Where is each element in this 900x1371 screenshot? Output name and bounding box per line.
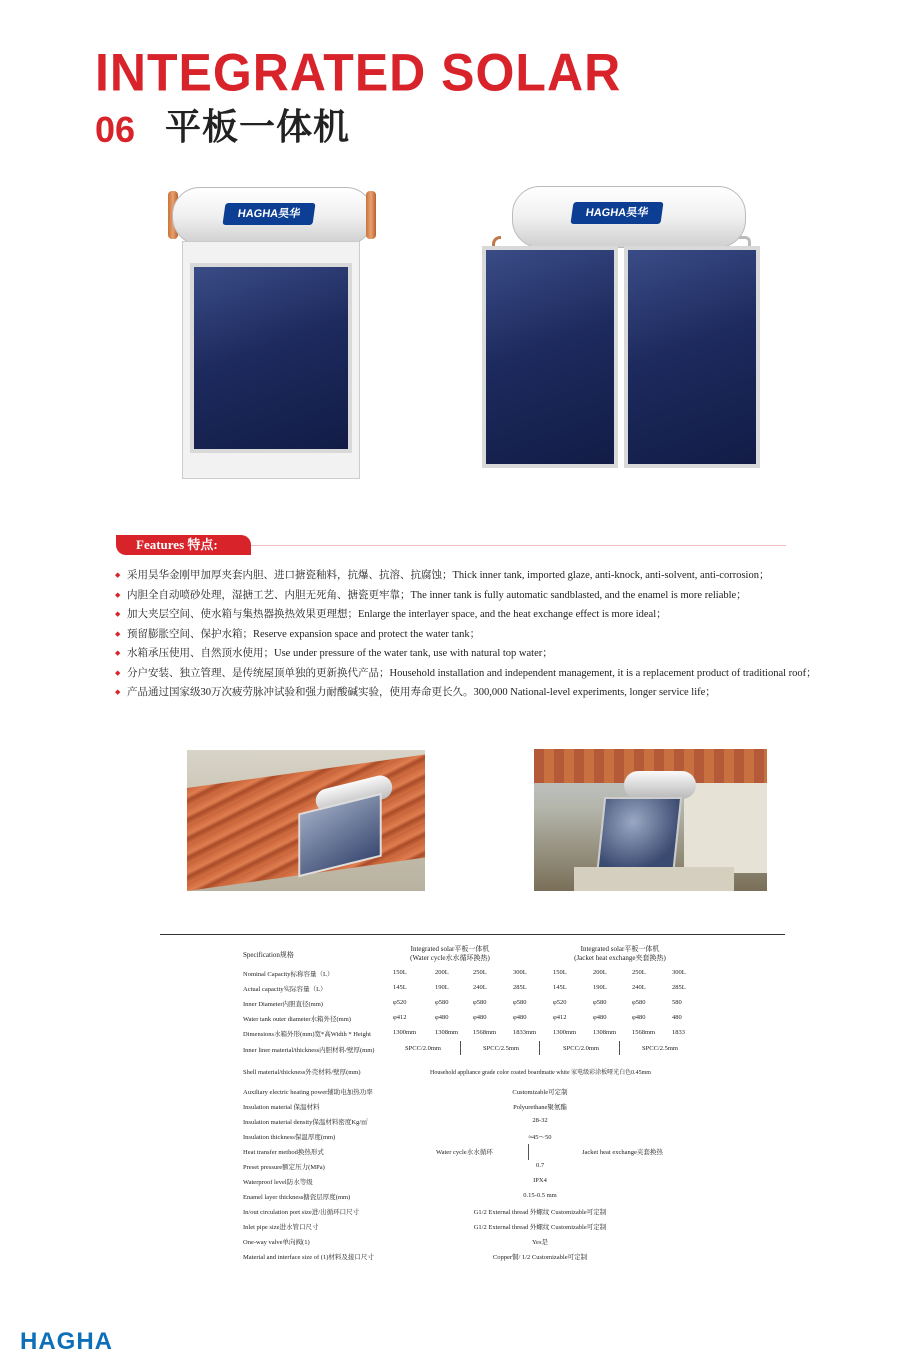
spec-value: SPCC/2.0mm bbox=[563, 1045, 599, 1052]
brand-plate: HAGHA昊华 bbox=[222, 203, 315, 225]
heater-panel bbox=[596, 797, 682, 877]
spec-value: ≈45～50 bbox=[528, 1134, 552, 1141]
spec-value: G1/2 External thread 外螺纹 Customizable可定制 bbox=[473, 1209, 607, 1216]
spec-row bbox=[160, 1192, 785, 1204]
spec-value: 250L bbox=[632, 969, 646, 976]
spec-label: In/out circulation port size进/出循环口尺寸 bbox=[243, 1209, 360, 1216]
tank-end-cap-right bbox=[366, 191, 376, 239]
spec-row bbox=[160, 1132, 785, 1144]
spec-value: φ480 bbox=[593, 1014, 607, 1021]
spec-group-2 bbox=[550, 945, 690, 963]
spec-label: Heat transfer method换热形式 bbox=[243, 1149, 324, 1156]
spec-label: Dimensions水箱外形(mm)宽*高Width * Height bbox=[243, 1031, 371, 1038]
spec-value: Yes是 bbox=[532, 1239, 548, 1246]
spec-value: Jacket heat exchange夹套换热 bbox=[582, 1149, 663, 1156]
spec-row-shell bbox=[160, 1067, 785, 1079]
feature-item: ◆ 产品通过国家级30万次疲劳脉冲试验和强力耐酸碱实验，使用寿命更长久。300,000 National-level experiments, longer service life； bbox=[115, 683, 795, 703]
spec-label: Material and interface size of (1)材料及接口尺寸 bbox=[243, 1254, 374, 1261]
spec-value: 1568mm bbox=[632, 1029, 656, 1036]
spec-row bbox=[160, 1102, 785, 1114]
spec-divider bbox=[539, 1041, 540, 1055]
spec-value: Copper铜/ 1/2 Customizable可定制 bbox=[492, 1254, 588, 1261]
spec-value: SPCC/2.5mm bbox=[642, 1045, 678, 1052]
spec-value: 1300mm bbox=[553, 1029, 577, 1036]
spec-table bbox=[160, 934, 785, 1271]
spec-label: Waterproof level防水等级 bbox=[243, 1179, 313, 1186]
spec-group-2-title: Integrated solar平板一体机 bbox=[580, 945, 660, 953]
spec-value: IPX4 bbox=[533, 1177, 547, 1184]
spec-value: 580 bbox=[672, 999, 682, 1006]
spec-divider bbox=[460, 1041, 461, 1055]
spec-value: 480 bbox=[672, 1014, 682, 1021]
spec-value: φ480 bbox=[473, 1014, 487, 1021]
spec-label: Inner Diameter内胆直径(mm) bbox=[243, 1001, 323, 1008]
spec-value: 200L bbox=[593, 969, 607, 976]
spec-label: Insulation material 保温材料 bbox=[243, 1104, 320, 1111]
spec-value: 1833 bbox=[672, 1029, 685, 1036]
spec-label: Enamel layer thickness搪瓷层厚度(mm) bbox=[243, 1194, 351, 1201]
spec-value: φ480 bbox=[435, 1014, 449, 1021]
spec-value: 1833mm bbox=[513, 1029, 537, 1036]
spec-row bbox=[160, 1014, 785, 1026]
spec-row-liner bbox=[160, 1045, 785, 1057]
spec-row bbox=[160, 1117, 785, 1129]
spec-label: Inlet pipe size进水管口尺寸 bbox=[243, 1224, 319, 1231]
brand-logo: HAGHA bbox=[20, 1328, 113, 1355]
spec-row bbox=[160, 1029, 785, 1041]
spec-row bbox=[160, 1252, 785, 1264]
spec-label: Water tank outer diameter水箱外径(mm) bbox=[243, 1016, 351, 1023]
solar-panel-right bbox=[624, 246, 760, 468]
spec-row bbox=[160, 1222, 785, 1234]
spec-label: Actual capacity实际容量（L） bbox=[243, 986, 327, 993]
spec-value: φ580 bbox=[632, 999, 646, 1006]
spec-row bbox=[160, 999, 785, 1011]
spec-row bbox=[160, 1087, 785, 1099]
feature-item: ◆ 分户安装、独立管理、是传统屋顶单独的更新换代产品；Household installation and independent management, it is a replacement product of traditional roof； bbox=[115, 664, 795, 684]
spec-label: Insulation thickness保温厚度(mm) bbox=[243, 1134, 336, 1141]
product-image-single-panel bbox=[168, 183, 378, 483]
spec-value: φ580 bbox=[473, 999, 487, 1006]
section-title-cn: 平板一体机 bbox=[165, 107, 351, 148]
installation-photo-roof bbox=[187, 750, 425, 891]
spec-divider bbox=[528, 1144, 529, 1160]
spec-value: 1308mm bbox=[435, 1029, 459, 1036]
spec-value: 240L bbox=[473, 984, 487, 991]
spec-value: 0.7 bbox=[535, 1162, 545, 1169]
spec-value: 28-32 bbox=[532, 1117, 548, 1124]
solar-panel bbox=[190, 263, 352, 453]
spec-value: Polyurethane聚氨酯 bbox=[513, 1104, 567, 1111]
spec-row bbox=[160, 1237, 785, 1249]
spec-value: 1568mm bbox=[473, 1029, 497, 1036]
spec-value: 0.15-0.5 mm bbox=[523, 1192, 557, 1199]
spec-header-label: Specification规格 bbox=[243, 951, 294, 959]
feature-item: ◆ 加大夹层空间、使水箱与集热器换热效果更理想；Enlarge the interlayer space, and the heat exchange effect is more ideal； bbox=[115, 605, 795, 625]
spec-value: 150L bbox=[553, 969, 567, 976]
spec-value: φ580 bbox=[513, 999, 527, 1006]
spec-value: 190L bbox=[593, 984, 607, 991]
spec-label: Preset pressure额定压力(MPa) bbox=[243, 1164, 325, 1171]
spec-group-1-subtitle: (Water cycle水水循环换热) bbox=[410, 954, 490, 962]
spec-row bbox=[160, 1162, 785, 1174]
spec-value: Household appliance grade color coated boardmatte white 家电级彩涂板哑光白色0.45mm bbox=[430, 1070, 651, 1076]
page-title: INTEGRATED SOLAR bbox=[95, 42, 622, 103]
spec-value: Customizable可定制 bbox=[512, 1089, 568, 1096]
spec-row-heat-transfer bbox=[160, 1147, 785, 1159]
spec-label: One-way valve单向阀(1) bbox=[243, 1239, 310, 1246]
spec-label: Inner liner material/thickness内胆材料/壁厚(mm) bbox=[243, 1047, 375, 1054]
spec-value: 300L bbox=[513, 969, 527, 976]
spec-value: φ480 bbox=[632, 1014, 646, 1021]
spec-value: 240L bbox=[632, 984, 646, 991]
spec-value: φ412 bbox=[393, 1014, 407, 1021]
spec-value: 300L bbox=[672, 969, 686, 976]
spec-value: SPCC/2.5mm bbox=[483, 1045, 519, 1052]
feature-item: ◆ 预留膨胀空间、保护水箱；Reserve expansion space and protect the water tank； bbox=[115, 625, 795, 645]
spec-label: Auxiliary electric heating power辅助电加热功率 bbox=[243, 1089, 373, 1096]
spec-value: 145L bbox=[553, 984, 567, 991]
brand-plate: HAGHA昊华 bbox=[570, 202, 663, 224]
spec-value: 250L bbox=[473, 969, 487, 976]
features-list bbox=[115, 566, 817, 703]
spec-value: φ580 bbox=[593, 999, 607, 1006]
spec-value: φ520 bbox=[393, 999, 407, 1006]
spec-value: φ580 bbox=[435, 999, 449, 1006]
feature-item: ◆ 采用昊华金刚甲加厚夹套内胆、进口搪瓷釉料，抗爆、抗溶、抗腐蚀；Thick inner tank, imported glaze, anti-knock, anti-solvent, anti-corrosion； bbox=[115, 566, 795, 586]
spec-row bbox=[160, 1177, 785, 1189]
feature-item: ◆ 水箱承压使用、自然顶水使用；Use under pressure of the water tank, use with natural top water； bbox=[115, 644, 795, 664]
features-tag: Features 特点: bbox=[116, 535, 251, 555]
spec-row bbox=[160, 1207, 785, 1219]
spec-value: 1308mm bbox=[593, 1029, 617, 1036]
spec-group-1 bbox=[390, 945, 510, 963]
spec-label: Insulation material density保温材料密度Kg/㎡ bbox=[243, 1119, 368, 1126]
spec-group-2-subtitle: (Jacket heat exchange夹套换热) bbox=[574, 954, 666, 962]
spec-value: 200L bbox=[435, 969, 449, 976]
spec-value: φ480 bbox=[513, 1014, 527, 1021]
heater-tank bbox=[624, 771, 696, 799]
spec-divider bbox=[619, 1041, 620, 1055]
building-wall bbox=[684, 783, 767, 873]
solar-panel-left bbox=[482, 246, 618, 468]
spec-value: φ520 bbox=[553, 999, 567, 1006]
spec-row bbox=[160, 984, 785, 996]
product-image-double-panel bbox=[472, 182, 782, 472]
spec-value: SPCC/2.0mm bbox=[405, 1045, 441, 1052]
spec-value: φ412 bbox=[553, 1014, 567, 1021]
section-number: 06 bbox=[95, 109, 136, 150]
spec-value: 1300mm bbox=[393, 1029, 417, 1036]
spec-group-1-title: Integrated solar平板一体机 bbox=[410, 945, 490, 953]
terrace-ledge bbox=[574, 867, 734, 891]
feature-item: ◆ 内胆全自动喷砂处理，湿搪工艺、内胆无死角、搪瓷更牢靠；The inner tank is fully automatic sandblasted, and the enamel is more reliable； bbox=[115, 586, 795, 606]
spec-row bbox=[160, 969, 785, 981]
spec-label: Shell material/thickness外壳材料/壁厚(mm) bbox=[243, 1069, 361, 1076]
spec-header-row bbox=[160, 945, 785, 965]
spec-value: 150L bbox=[393, 969, 407, 976]
spec-value: 190L bbox=[435, 984, 449, 991]
spec-label: Nominal Capacity标称容量（L） bbox=[243, 971, 334, 978]
spec-value: 145L bbox=[393, 984, 407, 991]
spec-value: G1/2 External thread 外螺纹 Customizable可定制 bbox=[473, 1224, 607, 1231]
spec-value: Water cycle水水循环 bbox=[436, 1149, 493, 1156]
spec-value: 285L bbox=[513, 984, 527, 991]
installation-photo-terrace bbox=[534, 749, 767, 891]
spec-value: 285L bbox=[672, 984, 686, 991]
